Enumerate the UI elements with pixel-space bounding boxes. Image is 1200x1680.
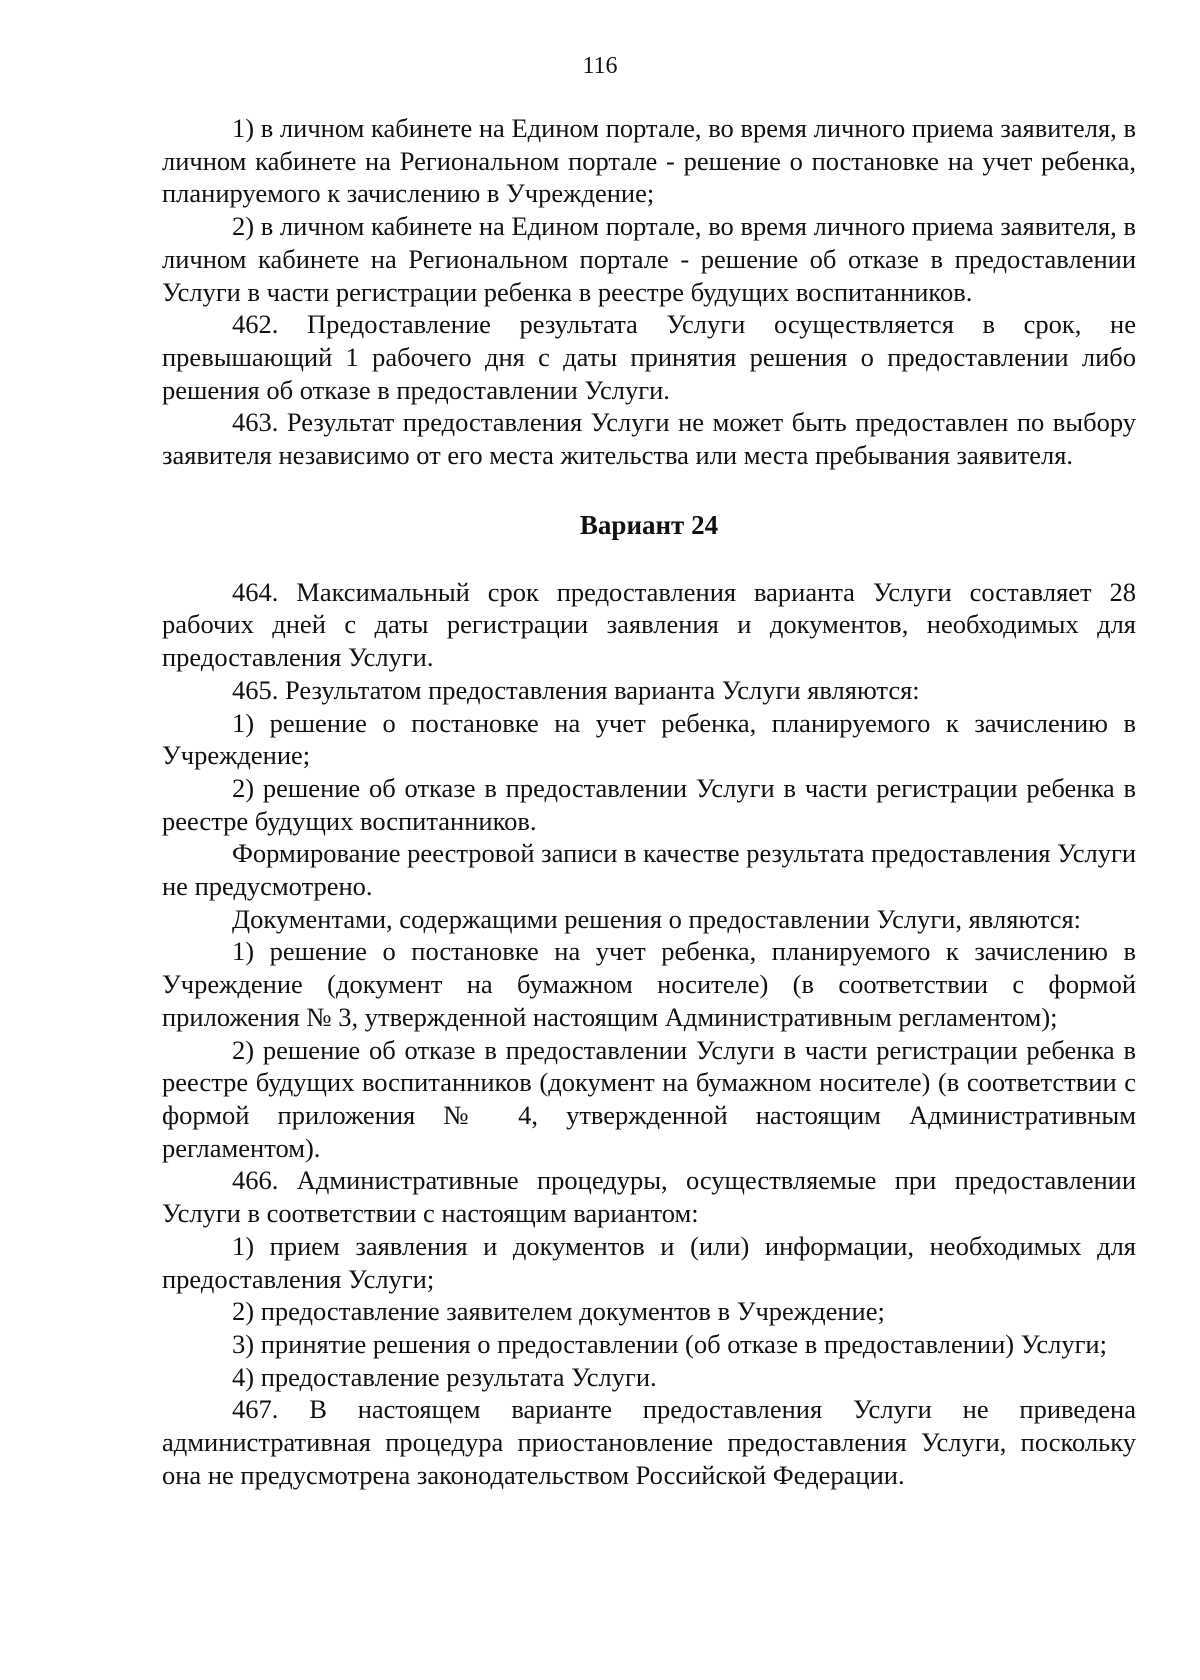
section-heading: Вариант 24	[579, 509, 719, 540]
paragraph-466: 466. Административные процедуры, осуществляемые при предоставлении Услуги в соответствии с настоящим вариантом:	[162, 1165, 1136, 1229]
paragraph-documents-item-1: 1) решение о постановке на учет ребенка, планируемого к зачислению в Учреждение (документ на бумажном носителе) (в соответствии с формой приложения № 3, утвержденной настоящим Административным регламентом);	[162, 936, 1136, 1032]
paragraph-464: 464. Максимальный срок предоставления варианта Услуги составляет 28 рабочих дней с даты регистрации заявления и документов, необходимых для предоставления Услуги.	[162, 576, 1136, 673]
paragraph-registry-record: Формирование реестровой записи в качестве результата предоставления Услуги не предусмотрено.	[162, 838, 1136, 902]
paragraph-465: 465. Результатом предоставления варианта Услуги являются:	[232, 674, 920, 705]
paragraph-466-item-4: 4) предоставление результата Услуги.	[232, 1361, 657, 1392]
paragraph-462: 462. Предоставление результата Услуги осуществляется в срок, не превышающий 1 рабочего дня с даты принятия решения о предоставлении либо решения об отказе в предоставлении Услуги.	[162, 309, 1136, 405]
paragraph-466-item-3: 3) принятие решения о предоставлении (об отказе в предоставлении) Услуги;	[232, 1328, 1107, 1359]
paragraph-item-1-kabinet: 1) в личном кабинете на Едином портале, во время личного приема заявителя, в личном кабинете на Региональном портале - решение о постановке на учет ребенка, планируемого к зачислению в Учреждение;	[162, 113, 1136, 209]
paragraph-465-item-1: 1) решение о постановке на учет ребенка, планируемого к зачислению в Учреждение;	[162, 707, 1136, 771]
paragraph-documents-intro: Документами, содержащими решения о предоставлении Услуги, являются:	[232, 903, 1082, 934]
paragraph-463: 463. Результат предоставления Услуги не может быть предоставлен по выбору заявителя независимо от его места жительства или места пребывания заявителя.	[162, 407, 1136, 471]
document-body	[162, 112, 1136, 1491]
paragraph-465-item-2: 2) решение об отказе в предоставлении Услуги в части регистрации ребенка в реестре будущих воспитанников.	[162, 772, 1136, 836]
paragraph-467: 467. В настоящем варианте предоставления Услуги не приведена административная процедура приостановление предоставления Услуги, поскольку она не предусмотрена законодательством Российской Федерации.	[162, 1394, 1136, 1490]
paragraph-item-2-kabinet: 2) в личном кабинете на Едином портале, во время личного приема заявителя, в личном кабинете на Региональном портале - решение об отказе в предоставлении Услуги в части регистрации ребенка в реестре будущих воспитанников.	[162, 211, 1136, 307]
page-number: 116	[582, 53, 618, 79]
paragraph-466-item-2: 2) предоставление заявителем документов в Учреждение;	[232, 1296, 885, 1327]
paragraph-466-item-1: 1) прием заявления и документов и (или) информации, необходимых для предоставления Услуги;	[162, 1230, 1136, 1294]
paragraph-documents-item-2: 2) решение об отказе в предоставлении Услуги в части регистрации ребенка в реестре будущих воспитанников (документ на бумажном носителе) (в соответствии с формой приложения № 4, утвержденной настоящим Административным регламентом).	[162, 1034, 1136, 1163]
